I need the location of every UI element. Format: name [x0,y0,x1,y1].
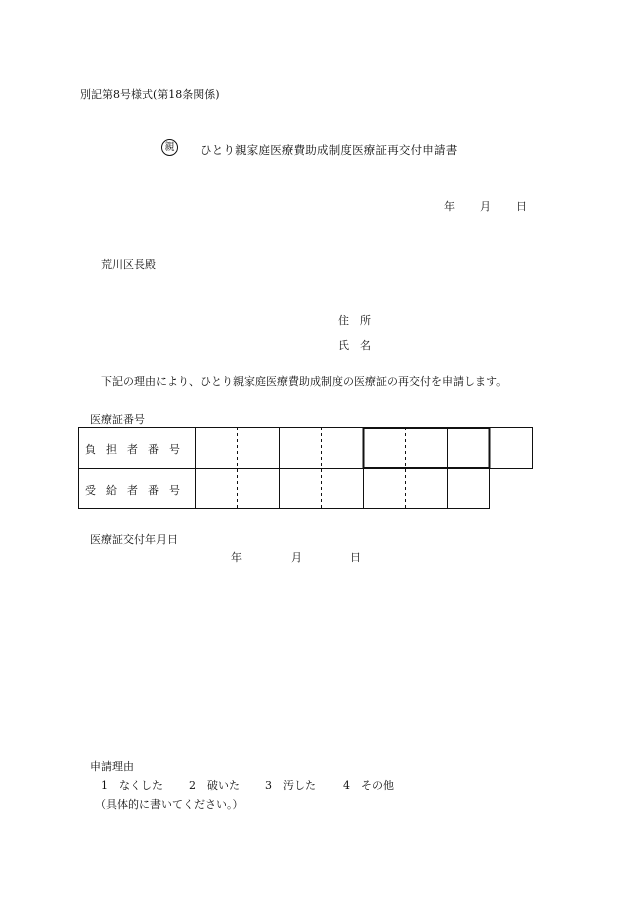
submission-month-label: 月 [480,200,491,213]
name-label: 氏 名 [338,339,371,352]
reason-detail-note: （具体的に書いてください。） [95,798,244,811]
reason-heading: 申請理由 [90,760,134,773]
request-statement: 下記の理由により、ひとり親家庭医療費助成制度の医療証の再交付を申請します。 [101,375,508,388]
issue-year-label: 年 [231,551,242,564]
cert-number-heading: 医療証番号 [90,413,145,426]
reason-option-lost: 1 なくした [101,779,163,792]
reason-option-torn: 2 破いた [189,779,240,792]
issue-day-label: 日 [350,551,361,564]
issue-date-heading: 医療証交付年月日 [90,533,178,546]
submission-day-label: 日 [516,200,527,213]
payer-number-label: 負担者番号 [85,443,190,456]
form-reference: 別記第8号様式(第18条関係) [80,88,220,101]
addressee: 荒川区長殿 [101,258,156,271]
reason-option-other: 4 その他 [343,779,394,792]
recipient-number-label: 受給者番号 [85,484,190,497]
single-parent-mark: 親 [161,139,178,156]
form-title: ひとり親家庭医療費助成制度医療証再交付申請書 [200,143,458,157]
address-label: 住 所 [338,314,371,327]
issue-month-label: 月 [291,551,302,564]
cert-number-grid [78,427,534,511]
reason-option-soiled: 3 汚した [265,779,316,792]
submission-year-label: 年 [444,200,455,213]
